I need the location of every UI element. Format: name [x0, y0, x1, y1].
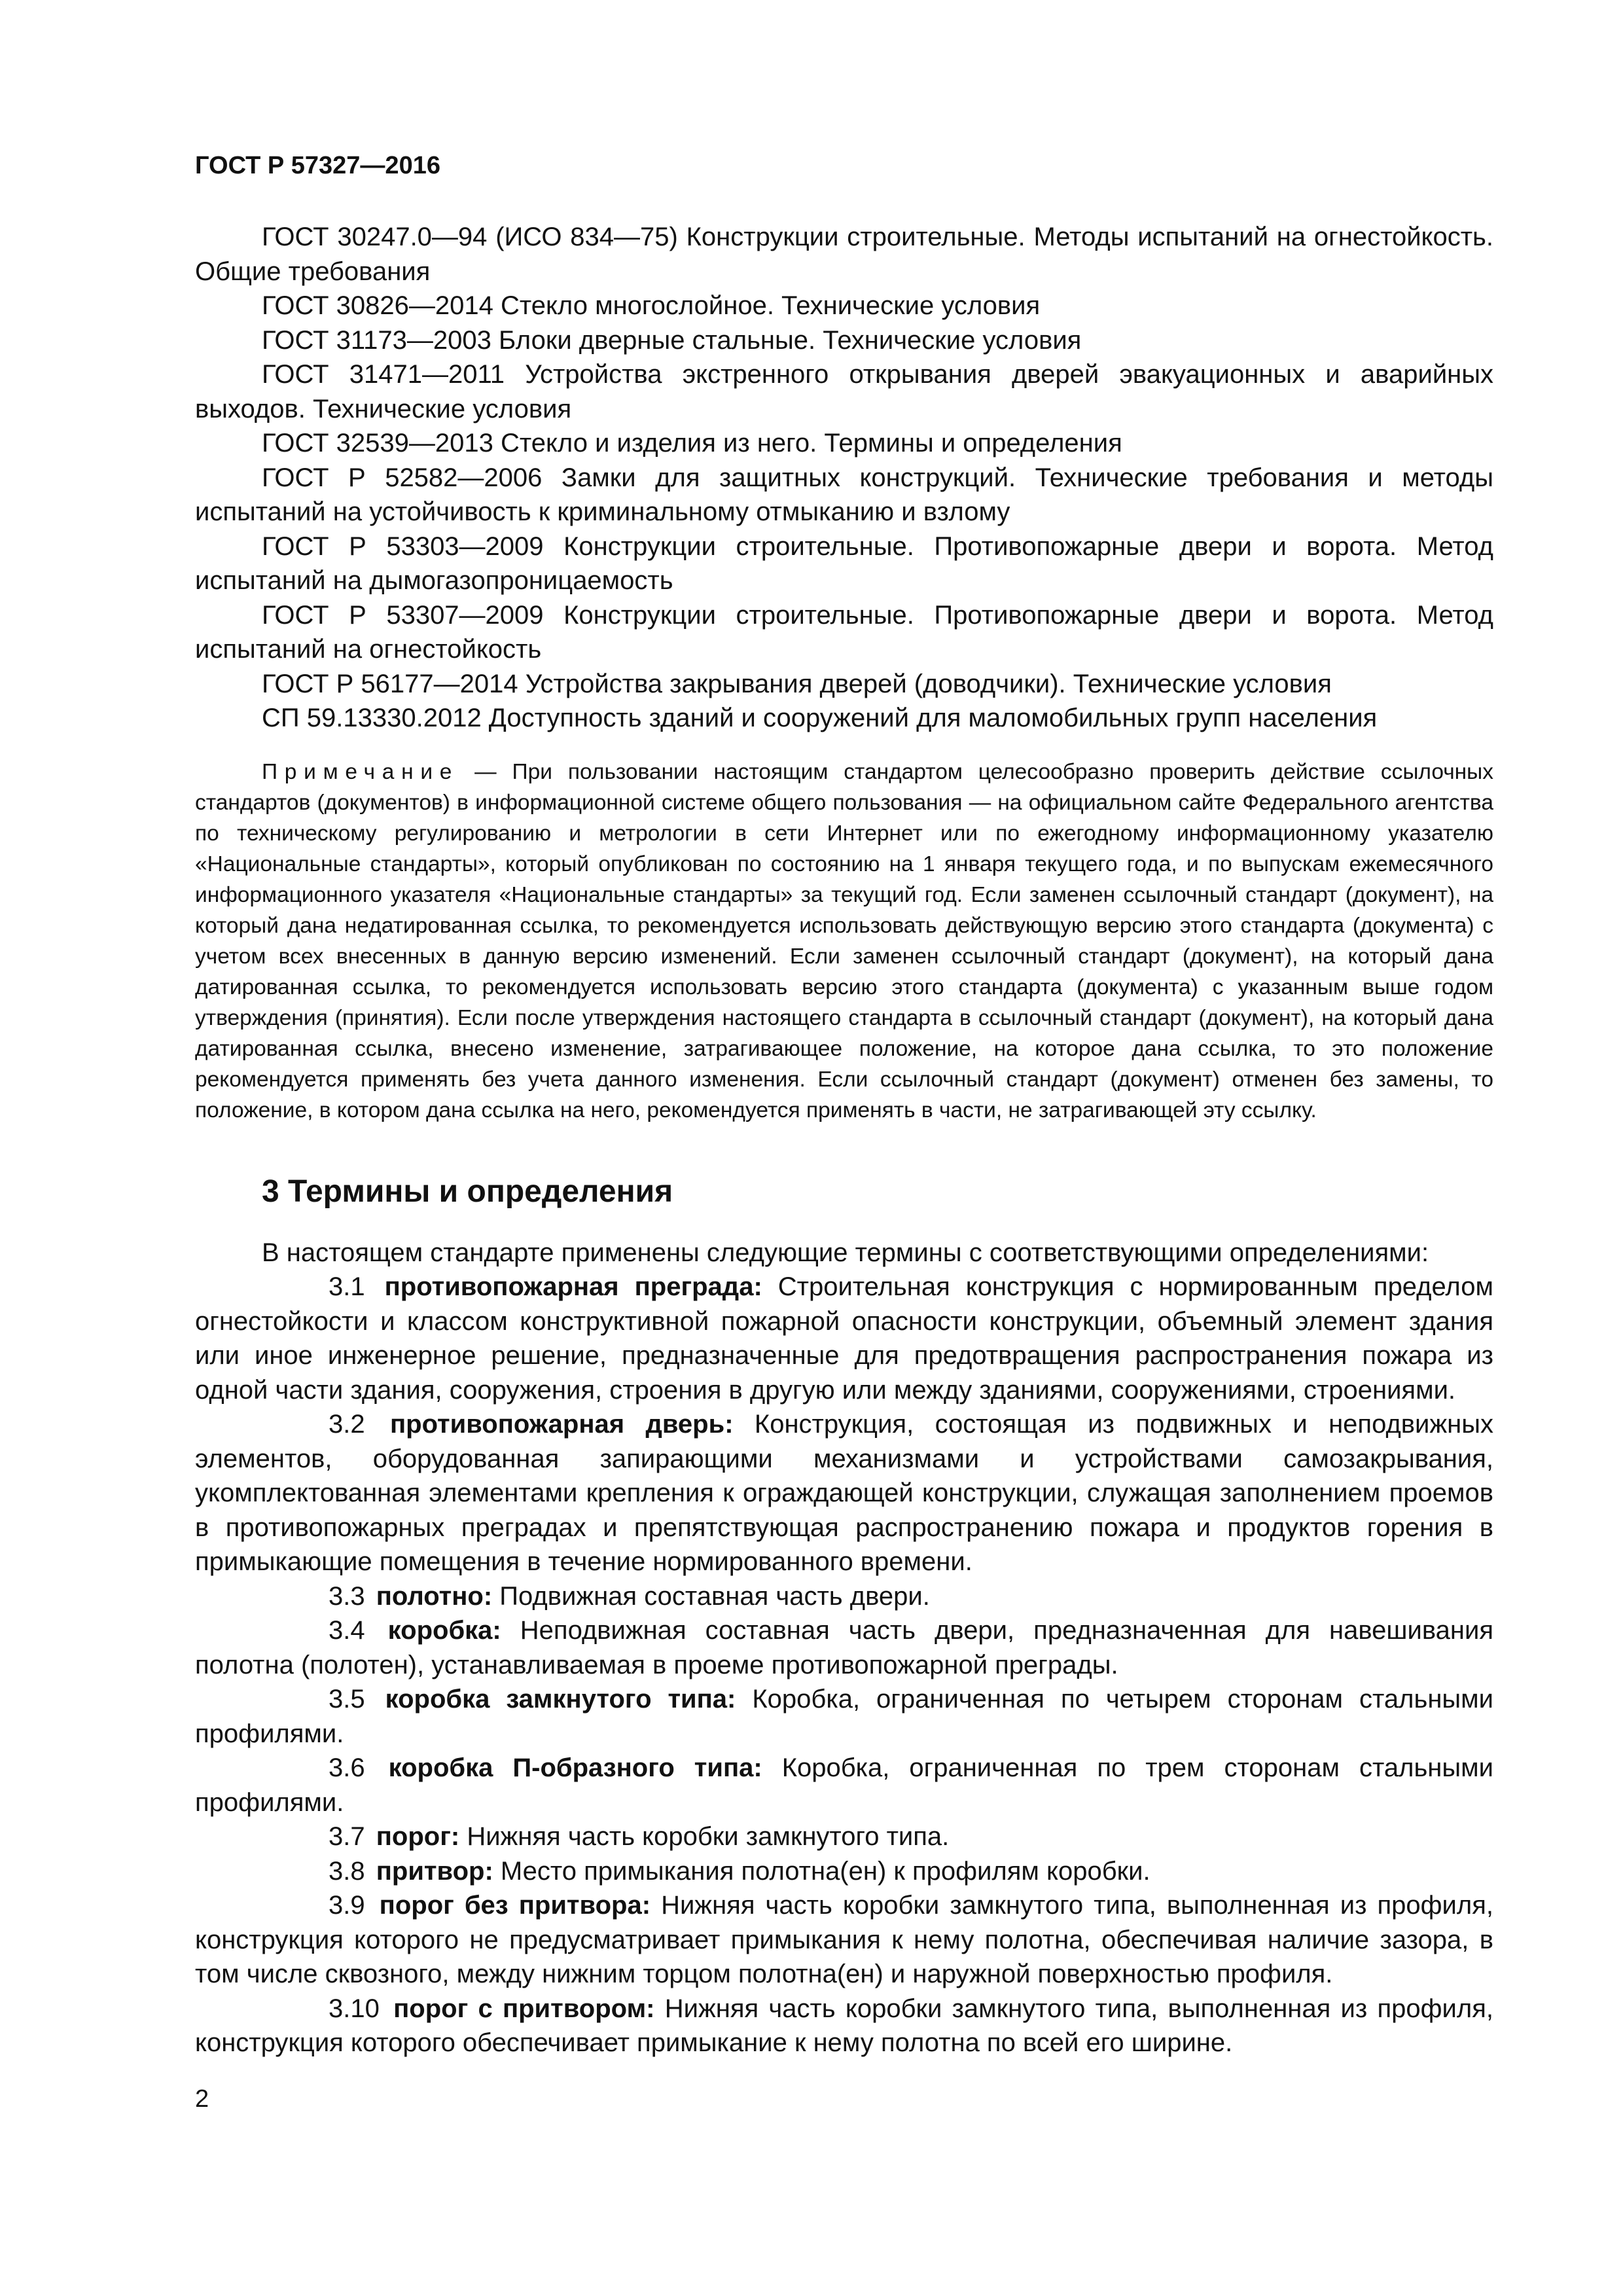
reference-item: ГОСТ 31173—2003 Блоки дверные стальные. Технические условия — [262, 325, 1082, 355]
term-name: коробка: — [387, 1616, 501, 1645]
page-number: 2 — [195, 2085, 209, 2113]
normative-references-list — [195, 220, 1493, 736]
term-text: Коробка, ограниченная по четырем сторонам стальными профилями. — [195, 1685, 1494, 1748]
term-definition — [195, 1820, 1493, 1854]
term-name: коробка П-образного типа: — [388, 1753, 762, 1782]
term-definition — [195, 1579, 1493, 1614]
term-number: 3.5 — [329, 1685, 365, 1713]
reference-item: СП 59.13330.2012 Доступность зданий и сооружений для маломобильных групп населения — [262, 704, 1378, 732]
term-number: 3.2 — [329, 1410, 365, 1439]
main-content — [195, 220, 1493, 2060]
term-name: притвор: — [376, 1856, 493, 1886]
section-intro: В настоящем стандарте применены следующие термины с соответствующими определениями: — [262, 1238, 1429, 1267]
term-text: Строительная конструкция с нормированным пределом огнестойкости и классом конструктивной пожарной опасности конструкции, объемный элемент здания или иное инженерное решение, предназначенные для предотвращения распространения пожара из одной части здания, сооружения, строения в другую или между зданиями, сооружениями, строениями. — [195, 1272, 1493, 1405]
term-definition — [195, 1854, 1493, 1889]
reference-item: ГОСТ Р 53307—2009 Конструкции строительные. Противопожарные двери и ворота. Метод испытаний на огнестойкость — [195, 600, 1493, 664]
term-text: Нижняя часть коробки замкнутого типа. — [467, 1822, 950, 1851]
term-text: Неподвижная составная часть двери, предназначенная для навешивания полотна (полотен), устанавливаемая в проеме противопожарной преграды. — [195, 1616, 1494, 1679]
term-number: 3.1 — [329, 1272, 365, 1301]
terms-list — [195, 1236, 1493, 2060]
reference-item: ГОСТ 30247.0—94 (ИСО 834—75) Конструкции строительные. Методы испытаний на огнестойкость. Общие требования — [195, 223, 1493, 286]
term-definition — [195, 1613, 1493, 1682]
term-text: Место примыкания полотна(ен) к профилям коробки. — [500, 1856, 1150, 1886]
term-number: 3.10 — [329, 1994, 380, 2023]
term-text: Нижняя часть коробки замкнутого типа, выполненная из профиля, конструкция которого обеспечивает примыкание к нему полотна по всей его ширине. — [195, 1994, 1493, 2057]
term-text: Коробка, ограниченная по трем сторонам стальными профилями. — [195, 1753, 1493, 1817]
section-title: 3 Термины и определения — [262, 1174, 673, 1209]
reference-item: ГОСТ 31471—2011 Устройства экстренного открывания дверей эвакуационных и аварийных выходов. Технические условия — [195, 360, 1493, 423]
term-definition — [195, 1682, 1493, 1751]
term-name: полотно: — [376, 1581, 493, 1611]
term-text: Нижняя часть коробки замкнутого типа, выполненная из профиля, конструкция которого не предусматривает примыкания к нему полотна, обеспечивая наличие зазора, в том числе сквозного, между нижним торцом полотна(ен) и наружной поверхностью профиля. — [195, 1891, 1493, 1988]
note-paragraph — [195, 757, 1493, 1126]
reference-item: ГОСТ 30826—2014 Стекло многослойное. Технические условия — [262, 291, 1041, 320]
term-definition — [195, 1407, 1493, 1579]
reference-item: ГОСТ 32539—2013 Стекло и изделия из него. Термины и определения — [262, 429, 1122, 457]
term-text: Подвижная составная часть двери. — [499, 1581, 930, 1611]
term-definition — [195, 1992, 1493, 2060]
reference-item: ГОСТ Р 56177—2014 Устройства закрывания дверей (доводчики). Технические условия — [262, 669, 1332, 698]
reference-item: ГОСТ Р 53303—2009 Конструкции строительные. Противопожарные двери и ворота. Метод испытаний на дымогазопроницаемость — [195, 531, 1493, 595]
reference-item: ГОСТ Р 52582—2006 Замки для защитных конструкций. Технические требования и методы испытаний на устойчивость к криминальному отмыканию и взлому — [195, 463, 1493, 526]
term-definition — [195, 1888, 1493, 1992]
term-name: противопожарная преграда: — [384, 1272, 762, 1301]
document-code-header: ГОСТ Р 57327—2016 — [195, 152, 440, 179]
term-definition — [195, 1751, 1493, 1820]
term-number: 3.7 — [329, 1822, 365, 1851]
term-name: порог: — [376, 1822, 460, 1851]
term-number: 3.6 — [329, 1753, 365, 1782]
note-label: Примечание — [262, 759, 459, 784]
term-number: 3.4 — [329, 1616, 365, 1645]
term-number: 3.3 — [329, 1581, 365, 1611]
term-name: коробка замкнутого типа: — [385, 1685, 736, 1713]
term-name: порог без притвора: — [379, 1891, 651, 1920]
term-number: 3.9 — [329, 1891, 365, 1920]
term-name: противопожарная дверь: — [390, 1410, 734, 1439]
term-name: порог с притвором: — [393, 1994, 655, 2023]
term-definition — [195, 1270, 1493, 1407]
note-text: — При пользовании настоящим стандартом целесообразно проверить действие ссылочных стандартов (документов) в информационной системе общего пользования — на официальном сайте Федерального агентства по техническому регулированию и метрологии в сети Интернет или по ежегодному информационному указателю «Национальные стандарты», который опубликован по состоянию на 1 января текущего года, и по выпускам ежемесячного информационного указателя «Национальные стандарты» за текущий год. Если заменен ссылочный стандарт (документ), на который дана недатированная ссылка, то рекомендуется использовать действующую версию этого стандарта (документа) с учетом всех внесенных в данную версию изменений. Если заменен ссылочный стандарт (документ), на который дана датированная ссылка, то рекомендуется использовать версию этого стандарта (документа) с указанным выше годом утверждения (принятия). Если после утверждения настоящего стандарта в ссылочный стандарт (документ), на который дана датированная ссылка, внесено изменение, затрагивающее положение, на которое дана ссылка, то это положение рекомендуется применять без учета данного изменения. Если ссылочный стандарт (документ) отменен без замены, то положение, в котором дана ссылка на него, рекомендуется применять в части, не затрагивающей эту ссылку. — [195, 759, 1493, 1122]
term-text: Конструкция, состоящая из подвижных и неподвижных элементов, оборудованная запирающими механизмами и устройствами самозакрывания, укомплектованная элементами крепления к ограждающей конструкции, служащая заполнением проемов в противопожарных преградах и препятствующая распространению пожара и продуктов горения в примыкающие помещения в течение нормированного времени. — [195, 1410, 1493, 1576]
term-number: 3.8 — [329, 1856, 365, 1886]
